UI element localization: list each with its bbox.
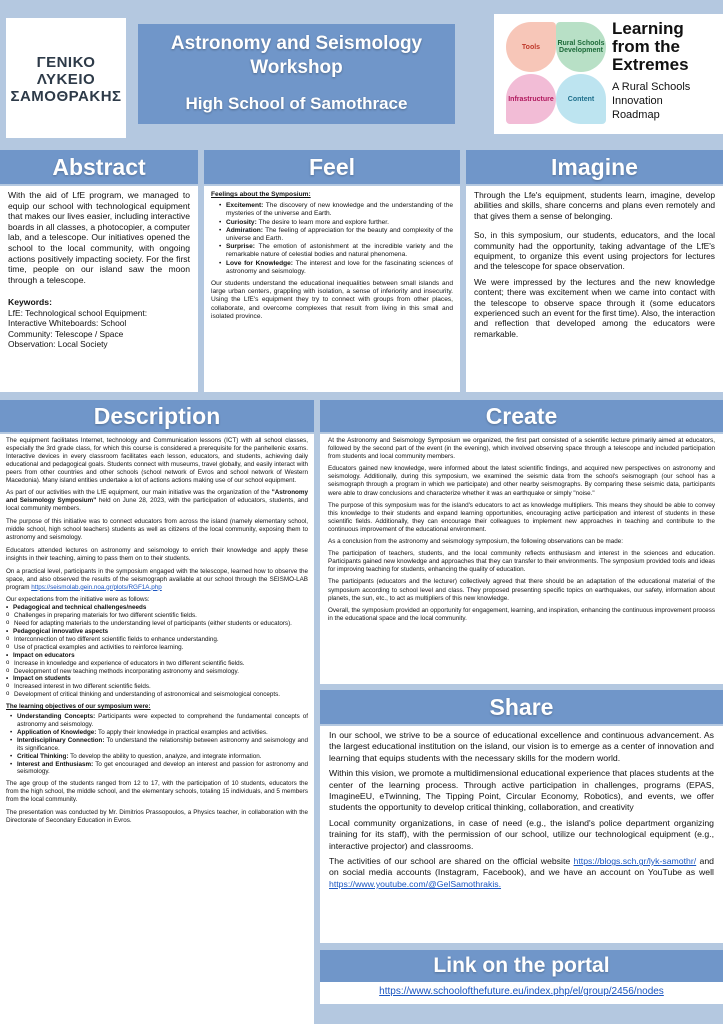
feel-term: Excitement:	[226, 202, 264, 210]
feel-term: Admiration:	[226, 226, 263, 234]
feel-item	[219, 219, 453, 227]
create-paragraph: Educators gained new knowledge, were informed about the latest scientific findings, and acquired new perspectives on astronomy and seismology. Additionally, during this symposium, we examined the seismic data from the school's seismograph (our school has a seismograph through a program in which we participate) and other nearby seismographs. By comparing these seismic data, participants were able to draw conclusions and characterize whether it was an earthquake or simply "noise."	[328, 465, 715, 497]
lfe-subtitle-line: Innovation	[612, 95, 663, 107]
share-paragraph: Within this vision, we promote a multidimensional educational experience that places students at the center of the learning process. Through active participation in challenges, programs (EPAS, ImagineEU, eTwinning, The Tipping Point, Circular Economy, Robotics), and events, we offer students the opportunity to develop critical thinking, collaboration, and creativity	[329, 768, 714, 813]
expectation-item: o Use of practical examples and activities to reinforce learning.	[6, 644, 308, 652]
school-logo-line: ΛΥΚΕΙΟ	[36, 71, 96, 88]
feel-term: Surprise:	[226, 243, 255, 251]
title-line-1: Astronomy and Seismology	[170, 33, 423, 54]
create-heading: Create	[320, 400, 723, 432]
lfe-title	[612, 20, 689, 74]
expectation-item: o Need for adapting materials to the understanding level of participants (either students or educators).	[6, 620, 308, 628]
feel-desc: The desire to learn more and explore further.	[256, 218, 389, 226]
title-banner	[138, 24, 455, 124]
feel-term: Curiosity:	[226, 218, 257, 226]
objective-term: Interest and Enthusiasm:	[17, 760, 94, 768]
expectation-item: o Interconnection of two different scientific fields to enhance understanding.	[6, 636, 308, 644]
objective-term: Application of Knowledge:	[17, 728, 97, 736]
expectation-title-text: Impact on students	[13, 675, 71, 683]
seismolab-link[interactable]: https://seismolab.gein.noa.gr/plots/RGF1A.php	[31, 583, 162, 591]
objective-desc: To develop the ability to question, analyze, and integrate information.	[68, 752, 262, 760]
abstract-card	[0, 186, 198, 392]
keyword: LfE: Technological school Equipment:	[8, 307, 148, 318]
symposium-name: "Astronomy and Seismology Symposium"	[6, 489, 308, 505]
objective-term: Critical Thinking:	[17, 752, 69, 760]
lfe-title-line: Extremes	[612, 55, 689, 74]
objective-desc: To apply their knowledge in practical examples and activities.	[96, 728, 268, 736]
petal-content: Content	[556, 74, 606, 124]
subtitle: High School of Samothrace	[185, 94, 408, 113]
lfe-title-line: Learning	[612, 19, 684, 38]
objective-item	[10, 737, 308, 753]
imagine-paragraph: So, in this symposium, our students, educators, and the local community had the opportunity, taking advantage of the LfE's equipment, to organize this event using projectors for lectures and the telescope for space observation.	[474, 230, 715, 272]
feel-desc: The discovery of new knowledge and the understanding of the mysteries of the universe and Earth.	[226, 202, 453, 218]
expectation-title-text: Impact on educators	[13, 651, 75, 659]
feel-item	[219, 243, 453, 259]
expectation-item: o Increased interest in two different scientific fields.	[6, 683, 308, 691]
school-logo-line: ΣΑΜΟΘΡΑΚΗΣ	[10, 88, 122, 105]
expectation-items	[6, 612, 308, 628]
description-paragraph: The age group of the students ranged from 12 to 17, with the participation of 10 students, educators the from the high school, the middle school, and the elementary schools, totaling 15 individuals, and 5 members from the local community.	[6, 780, 308, 804]
keyword: Community: Telescope / Space	[8, 328, 124, 339]
expectation-item: o Increase in knowledge and experience of educators in two different scientific fields.	[6, 660, 308, 668]
petal-infrastructure: Infrastructure	[506, 74, 556, 124]
keyword: Observation: Local Society	[8, 339, 108, 350]
share-body	[329, 730, 714, 890]
portal-heading: Link on the portal	[320, 950, 723, 982]
abstract-text: With the aid of LfE program, we managed to equip our school with technological equipment that makes our lives easier, including interactive boards in all classes, a photocopier, a computer lab, and a telescope. Our initiatives opened the school to the local community, with ongoing actions positively impacting society. For the first time, people on our island saw the moon through a telescope.	[8, 190, 190, 285]
objective-item	[10, 761, 308, 777]
create-paragraph: The participants (educators and the lecturer) collectively agreed that there should be an adaptation of the educational material of the symposium according to school level and class. They proposed presenting specific topics on earthquakes, our safety, information about planets, the sun, etc., to act as multipliers of this new knowledge.	[328, 578, 715, 602]
imagine-paragraph: Through the Lfe's equipment, students learn, imagine, develop abilities and skills, share concerns and plans even remotely and that gives them a sense of belonging.	[474, 190, 715, 221]
text-run: held on June 28, 2023, with the participation of educators, students, and local community members.	[6, 497, 309, 513]
objective-desc: Participants were expected to comprehend the fundamental concepts of astronomy and seismology.	[17, 713, 308, 728]
objective-term: Interdisciplinary Connection:	[17, 736, 105, 744]
share-paragraph: In our school, we strive to be a source of educational excellence and continuous advancement. As the largest educational institution on the island, our vision is to emerge as a center of innovation and learning that equips students with the necessary skills for the modern world.	[329, 730, 714, 763]
objectives-list	[6, 713, 308, 776]
lfe-subtitle	[612, 80, 690, 122]
description-paragraph: The presentation was conducted by Mr. Dimitrios Prassopoulos, a Physics teacher, in collaboration with the Directorate of Secondary Education in Evros.	[6, 809, 308, 824]
description-paragraph: The equipment facilitates Internet, technology and Communication lessons (ICT) with all school classes, especially the 3rd grade class, for which this course is considered a prerequisite for the panhellenic exams. Interactive devices in every classroom facilitates each lesson, educators, and students, achieving daily educational and pedagogical goals. Students connect with museums, travel globally, and easily interact with peers from other countries and other schools (school network of Evros and school network of Western Macedonia). Many island entities undertake a lot of actions actions making use of our school equipment.	[6, 437, 308, 484]
keyword: Interactive Whiteboards: School	[8, 318, 127, 329]
expectation-item: o Challenges in preparing materials for two different scientific fields.	[6, 612, 308, 620]
lfe-title-line: from the	[612, 37, 680, 56]
create-paragraph: At the Astronomy and Seismology Symposium we organized, the first part consisted of a scientific lecture primarily aimed at educators, followed by the second part of the event (in the evening), which involved observing space through a telescope and included participation from students and local community members.	[328, 437, 715, 461]
description-paragraph: The purpose of this initiative was to connect educators from across the island (namely elementary school, middle school, high school teachers) students as well as citizens of the local community, exposing them to astronomy and seismology.	[6, 518, 308, 541]
expectation-items	[6, 683, 308, 699]
description-body	[6, 437, 308, 825]
objective-item	[10, 729, 308, 737]
text-run: and on social media accounts (Instagram, Facebook), and we have an account on YouTube as well	[329, 856, 714, 878]
feel-desc: The feeling of appreciation for the beauty and complexity of the universe and Earth.	[226, 226, 453, 243]
feel-heading: Feel	[204, 150, 460, 184]
feel-card	[204, 186, 460, 392]
feel-list	[211, 202, 453, 276]
create-paragraph: Overall, the symposium provided an opportunity for engagement, learning, and inspiration, enhancing the continuous improvement process in the educational space and the local community.	[328, 606, 715, 622]
description-paragraph: Educators attended lectures on astronomy and seismology to enrich their knowledge and apply these insights in their teaching, aiming to pass them on to their students.	[6, 546, 308, 562]
create-card	[320, 434, 723, 684]
expectation-item: o Development of new teaching methods incorporating astronomy and seismology.	[6, 668, 308, 676]
youtube-link[interactable]: https://www.youtube.com/@GelSamothrakis.	[329, 878, 502, 889]
portal-link[interactable]: https://www.schoolofthefuture.eu/index.php/el/group/2456/nodes	[379, 986, 664, 997]
feel-desc: The emotion of astonishment at the incredible variety and the remarkable nature of celestial bodies and natural phenomena.	[226, 243, 453, 259]
text-run: On a practical level, participants in the symposium engaged with the telescope, learned how to observe the space, and also observed the results of the seismograph available at our school through the SEISMO-LAB program	[6, 567, 308, 591]
objective-desc: To understand the relationship between astronomy and seismology and its significance.	[17, 736, 308, 752]
objectives-heading: The learning objectives of our symposium were:	[6, 703, 151, 711]
description-paragraph	[6, 489, 308, 513]
expectation-title-text: Pedagogical innovative aspects	[13, 628, 109, 636]
expectation-title: • Impact on students	[6, 675, 71, 683]
description-paragraph	[6, 568, 308, 592]
share-heading: Share	[320, 690, 723, 724]
lfe-logo	[494, 14, 723, 134]
create-paragraph: As a conclusion from the astronomy and seismology symposium, the following observations can be made:	[328, 538, 624, 546]
description-card	[0, 434, 314, 1024]
lfe-subtitle-line: Roadmap	[612, 109, 660, 121]
school-logo-line: ΓΕΝΙΚΟ	[36, 54, 96, 71]
imagine-paragraph: We were impressed by the lectures and the new knowledge content; there was excitement when we came into contact with the telescope to observe space through it (some educators experienced such an event for the first time). Also, the interaction and reflection that developed among the educators were remarkable.	[474, 276, 715, 339]
title-line-2: Workshop	[250, 57, 343, 78]
keywords-list	[8, 308, 190, 350]
share-paragraph	[329, 856, 714, 890]
description-paragraph: Our expectations from the initiative were as follows:	[6, 596, 150, 604]
lfe-subtitle-line: A Rural Schools	[612, 81, 691, 93]
objective-item	[10, 713, 308, 729]
school-logo	[6, 18, 126, 138]
share-card	[320, 726, 723, 943]
expectation-item: o Development of critical thinking and understanding of astronomical and seismological concepts.	[6, 691, 308, 699]
expectation-title: • Impact on educators	[6, 651, 75, 659]
portal-card	[320, 982, 723, 1004]
objective-item	[10, 753, 308, 761]
objective-desc: To get encouraged and develop an interest and passion for astronomy and seismology.	[17, 760, 308, 776]
petal-rural: Rural Schools Development	[556, 22, 606, 72]
keywords-label: Keywords:	[8, 297, 52, 308]
feel-item	[219, 260, 453, 276]
feel-desc: The interest and love for the fascinating sciences of astronomy and seismology.	[226, 259, 453, 275]
abstract-heading: Abstract	[0, 150, 198, 184]
feel-subheading: Feelings about the Symposium:	[211, 191, 311, 198]
create-body	[328, 437, 715, 623]
feel-term: Love for Knowledge:	[226, 259, 293, 267]
objective-term: Understanding Concepts:	[17, 713, 96, 721]
feel-text: Our students understand the educational inequalities between small islands and large urban centers, grappling with isolation, a sense of inferiority and insecurity. Using the LfE's equipment they try to connect with groups from other places, collaborate, and overcome complexes that result from living in this small and isolated province.	[211, 280, 453, 320]
expectation-title: • Pedagogical innovative aspects	[6, 628, 109, 636]
imagine-heading: Imagine	[466, 150, 723, 184]
feel-item	[219, 202, 453, 218]
text-run: As part of our activities with the LfE equipment, our main initiative was the organization of the	[6, 489, 272, 497]
expectations-list	[6, 604, 308, 699]
expectation-items	[6, 660, 308, 676]
school-blog-link[interactable]: https://blogs.sch.gr/lyk-samothr/	[573, 856, 697, 867]
description-heading: Description	[0, 400, 314, 432]
share-paragraph: Local community organizations, in case of need (e.g., the island's police department organizing training for its staff), with the permission of our school, utilize our technological equipment (e.g., interactive projector) and classrooms.	[329, 817, 714, 851]
create-paragraph: The participation of teachers, students, and the local community reflects enthusiasm and interest in the sciences and education. Participants gained new knowledge and approaches that they can transfer to their environments. The symposium provided tools and ideas for improving teaching for students, enhancing the quality of education.	[328, 550, 715, 574]
create-paragraph: The purpose of this symposium was for the island's educators to act as knowledge multipliers. This means they should be able to convey this knowledge to their students and expand learning opportunities, encouraging active participation and interest of students in these scientific fields. Additionally, they can encourage their colleagues to implement new approaches in teaching and contribute to the continuous improvement of the educational environment.	[328, 501, 715, 533]
feel-item	[219, 227, 453, 243]
text-run: The activities of our school are shared on the official website	[329, 856, 574, 867]
expectation-title-text: Pedagogical and technical challenges/needs	[13, 604, 147, 612]
expectation-title: • Pedagogical and technical challenges/needs	[6, 604, 147, 612]
imagine-card	[466, 186, 723, 392]
petal-tools: Tools	[506, 22, 556, 72]
expectation-items	[6, 636, 308, 652]
